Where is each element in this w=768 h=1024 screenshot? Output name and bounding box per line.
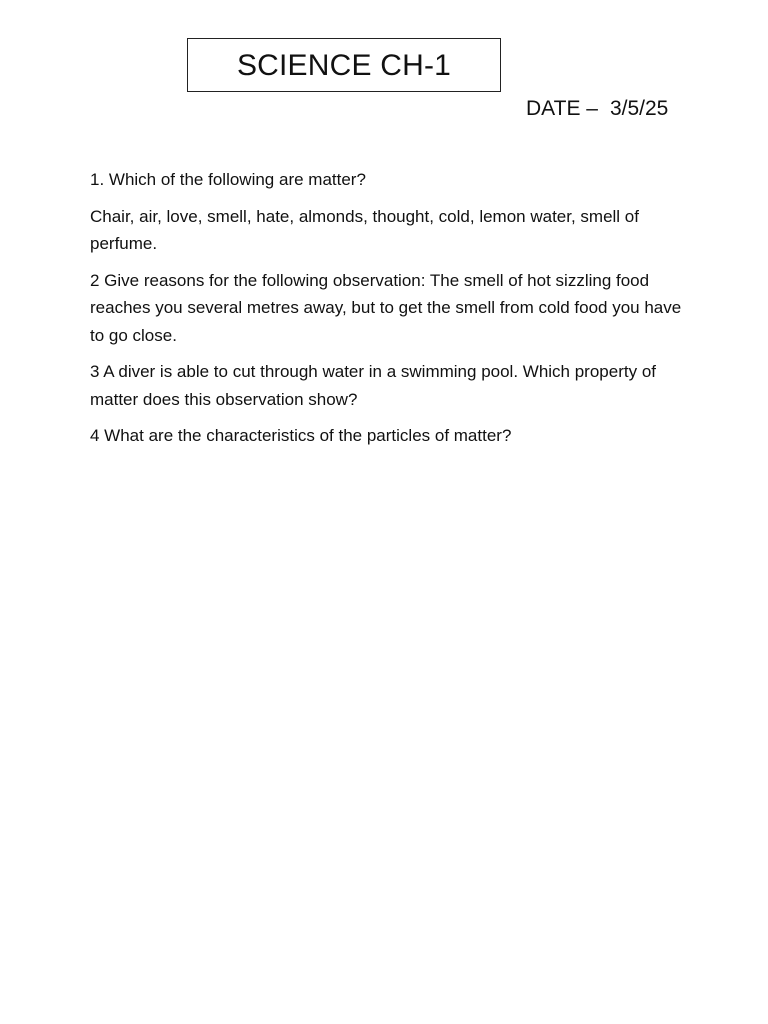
question-1-options: Chair, air, love, smell, hate, almonds, thought, cold, lemon water, smell of perfume.: [90, 206, 639, 253]
question-list: [90, 166, 690, 459]
title-box: [187, 38, 501, 92]
date-line: [526, 96, 668, 122]
date-label: DATE –: [526, 97, 598, 120]
question-3: 3 A diver is able to cut through water in a swimming pool. Which property of matter does this observation show?: [90, 362, 656, 409]
question-2: 2 Give reasons for the following observation: The smell of hot sizzling food reaches you several metres away, but to get the smell from cold food you have to go close.: [90, 270, 682, 345]
page-title: SCIENCE CH-1: [236, 49, 452, 82]
question-1: 1. Which of the following are matter?: [90, 170, 366, 189]
question-4: 4 What are the characteristics of the particles of matter?: [90, 426, 512, 445]
date-value: 3/5/25: [609, 97, 669, 120]
